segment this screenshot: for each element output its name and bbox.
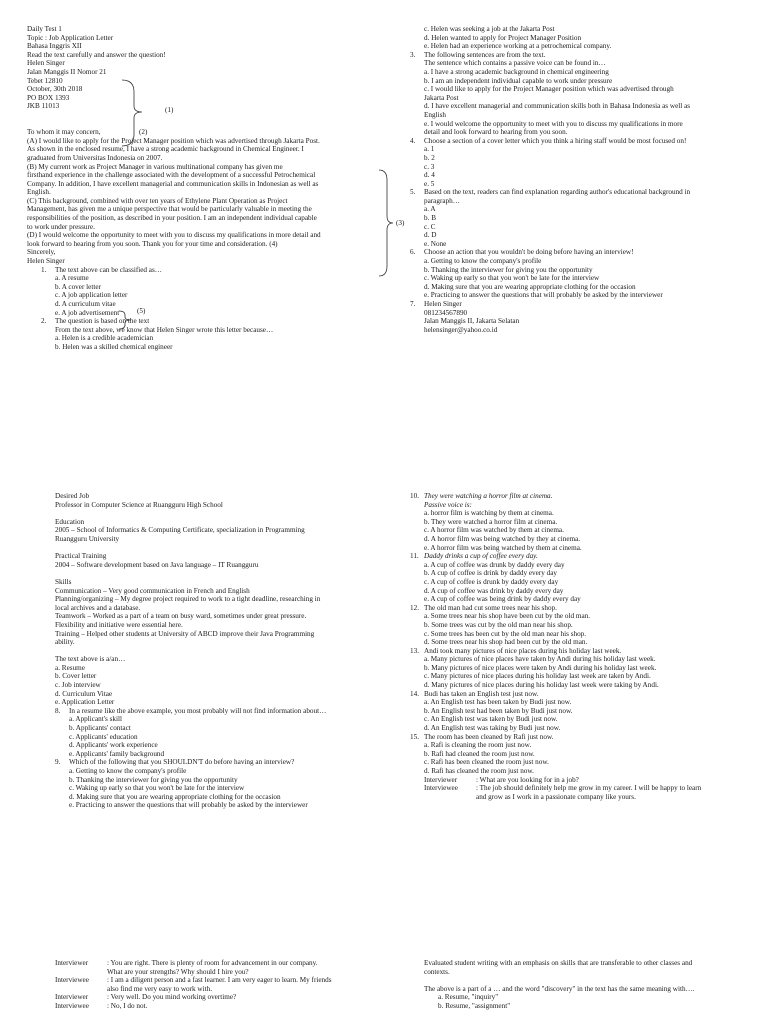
answer-option: c. A horror film was watched by them at cinema.: [424, 526, 564, 535]
question-text: The old man had cut some trees near his shop.: [424, 603, 557, 612]
question-subtext: From the text above, we know that Helen Singer wrote this letter because…: [55, 325, 274, 334]
closing-line: Helen Singer: [27, 257, 65, 266]
answer-option: e. 5: [424, 179, 435, 188]
question-list: [27, 266, 377, 352]
answer-option: d. I have excellent managerial and communication skills both in Bahasa Indonesia as well as: [424, 102, 691, 111]
resume-line: [55, 569, 390, 578]
answer-option: a. Applicant's skill: [69, 715, 123, 724]
resume-line: local archives and a database.: [55, 603, 141, 612]
question-item: [410, 137, 745, 146]
test-header: [27, 25, 377, 59]
answer-option: b. Helen was a skilled chemical engineer: [55, 342, 173, 351]
options-continued: [410, 25, 745, 51]
dialogue-line: [55, 1002, 390, 1011]
answer-option: b. Many pictures of nice places were taken by Andi during his holiday last week.: [424, 663, 657, 672]
dialogue-line: [55, 993, 390, 1002]
closing-brace: [117, 309, 137, 331]
answer-option: b. Thanking the interviewer for giving you the opportunity: [424, 265, 593, 274]
resume-line: 2005 – School of Informatics & Computing Certificate, specialization in Programming: [55, 526, 305, 535]
question-number: 10.: [410, 492, 419, 500]
answer-option: b. Resume, "assignment": [438, 1001, 511, 1010]
answer-option: b. Rafi had cleaned the room just now.: [424, 749, 535, 758]
question-subtext: Jalan Manggis II, Jakarta Selatan: [424, 317, 520, 326]
text-line: [424, 976, 749, 985]
answer-option: d. Helen wanted to apply for Project Manager Position: [424, 33, 582, 42]
question-item: [410, 604, 750, 613]
resume-line: Training – Helped other students at University of ABCD improve their Java Programming: [55, 629, 315, 638]
answer-option: d. Rafi has cleaned the room just now.: [424, 767, 534, 775]
salutation-label: (2): [139, 128, 148, 137]
answer-option: a. Resume: [55, 663, 85, 672]
resume-line: Practical Training: [55, 552, 107, 561]
address-line: PO BOX 1393: [27, 93, 70, 102]
answer-option: a. I have a strong academic background in chemical engineering: [424, 67, 609, 76]
speaker-label: Interviewee: [55, 1001, 89, 1010]
quadrant-middle-left: [55, 492, 390, 810]
answer-option: c. Helen was seeking a job at the Jakarta Post: [424, 25, 555, 33]
question-text: Helen Singer: [424, 300, 462, 308]
closing-label: (5): [137, 307, 146, 315]
dialogue-line: [55, 968, 390, 977]
answer-option: detail and look forward to hearing from you soon.: [424, 128, 568, 137]
question-number: 7.: [410, 300, 416, 308]
question-number: 4.: [410, 136, 416, 145]
dialogue-line: [410, 793, 750, 802]
answer-option: a. A cup of coffee was drunk by daddy every day: [424, 560, 565, 569]
question-item: [410, 188, 745, 197]
question-item: [27, 266, 377, 275]
resume-line: ability.: [55, 638, 75, 647]
header-line: Topic : Job Application Letter: [27, 33, 114, 42]
answer-option: a. horror film is watching by them at cinema.: [424, 509, 554, 518]
question-list: [55, 707, 390, 810]
dialogue-line: [55, 959, 390, 968]
question-text: Based on the text, readers can find explanation regarding author's educational background in: [424, 188, 691, 197]
answer-option: d. An English test was taking by Budi just now.: [424, 724, 561, 733]
letter-line: English.: [27, 188, 51, 197]
question-text: The text above can be classified as…: [55, 265, 162, 274]
letter-closing: [27, 248, 377, 265]
answer-option: a. Many pictures of nice places have taken by Andi during his holiday last week.: [424, 655, 656, 664]
letter-line: graduated from Universitas Indonesia on 2007.: [27, 153, 163, 162]
question-item: [410, 733, 750, 742]
question-number: 15.: [410, 732, 419, 741]
answer-option: a. 1: [424, 145, 435, 154]
answer-option: e. I would welcome the opportunity to meet with you to discuss my qualifications in more: [424, 119, 683, 128]
address-line: Jalan Manggis II Nomor 21: [27, 67, 107, 76]
dialogue-line: [410, 776, 750, 785]
answer-option: d. 4: [424, 171, 435, 180]
answer-option: c. Some trees has been cut by the old man near his shop.: [424, 629, 587, 638]
resume-line: 2004 – Software development based on Java language – IT Ruangguru: [55, 560, 259, 569]
question-subtext: 081234567890: [424, 308, 468, 317]
answer-option: e. Application Letter: [55, 698, 115, 707]
resume-line: The text above is a/an…: [55, 655, 126, 664]
quadrant-bottom-right: [424, 959, 749, 1011]
quadrant-middle-right: [410, 492, 750, 801]
answer-option: e. Practicing to answer the questions that will probably be asked by the interviewer: [69, 801, 308, 810]
quadrant-top-left: [27, 25, 377, 352]
answer-option: c. Rafi has been cleaned the room just now.: [424, 758, 549, 767]
resume-line: Ruangguru University: [55, 534, 120, 543]
question-text: [424, 959, 749, 993]
answer-option: c. A job application letter: [55, 291, 128, 300]
answer-option: a. Some trees near his shop have been cut by the old man.: [424, 612, 591, 621]
question-subtext: paragraph…: [424, 196, 460, 205]
address-brace: [120, 78, 150, 148]
question-item: [410, 492, 750, 501]
answer-option: a. Getting to know the company's profile: [424, 257, 542, 266]
interview-dialogue: [410, 776, 750, 802]
answer-option: b. An English test had been taken by Budi just now.: [424, 706, 573, 715]
question-item: [410, 51, 745, 60]
dialogue-text: : Very well. Do you mind working overtime?: [107, 993, 237, 1002]
question-options: [55, 664, 390, 707]
question-number: 13.: [410, 646, 419, 655]
quadrant-top-right: [410, 25, 745, 334]
text-line: The above is a part of a … and the word "discovery" in the text has the same meaning with….: [424, 984, 695, 993]
answer-option: d. A horror film was being watched by they at cinema.: [424, 534, 581, 543]
answer-option: b. Thanking the interviewer for giving you the opportunity: [69, 775, 238, 784]
question-text: In a resume like the above example, you most probably will not find information about…: [69, 706, 327, 715]
answer-option: a. Getting to know the company's profile: [69, 767, 187, 775]
question-list: [410, 51, 745, 335]
answer-option: b. Applicants' contact: [69, 724, 131, 733]
salutation: To whom it may concern, (2): [27, 128, 148, 137]
question-item: [55, 758, 390, 767]
body-label: (3): [396, 219, 405, 227]
question-number: 11.: [410, 552, 419, 561]
answer-option: d. Making sure that you are wearing appropriate clothing for the occasion: [424, 282, 636, 291]
question-options: [424, 993, 749, 1010]
speaker-label: Interviewer: [55, 959, 89, 967]
question-number: 12.: [410, 603, 419, 612]
letter-body: [27, 137, 377, 249]
answer-option: b. I am an independent individual capable to work under pressure: [424, 76, 613, 85]
answer-option: e. Practicing to answer the questions that will probably be asked by the interviewer: [424, 291, 663, 300]
letter-line: (C) This background, combined with over ten years of Ethylene Plant Operation as Project: [27, 196, 288, 205]
interview-dialogue: [55, 959, 390, 1011]
question-item: [55, 707, 390, 716]
answer-option: c. I would like to apply for the Project Manager position which was advertised through: [424, 85, 674, 94]
dialogue-line: [410, 784, 750, 793]
resume-line: Communication – Very good communication in French and English: [55, 586, 250, 595]
answer-option: b. Some trees was cut by the old man near his shop.: [424, 620, 573, 629]
letter-line: firsthand experience in the challenge associated with the development of a successful Petrochemical: [27, 171, 316, 180]
letter-line: responsibilities of the position, as described in your position. I am an independent individual capable: [27, 214, 317, 223]
dialogue-line: [55, 976, 390, 985]
question-number: 6.: [410, 248, 416, 257]
address-line: October, 30th 2018: [27, 85, 83, 94]
header-line: Daily Test 1: [27, 25, 62, 33]
address-line: JKB 11013: [27, 102, 60, 111]
question-number: 5.: [410, 188, 416, 197]
question-text: Andi took many pictures of nice places during his holiday last week.: [424, 646, 622, 655]
resume-line: [55, 647, 390, 656]
answer-option: c. Many pictures of nice places during his holiday last week are taken by Andi.: [424, 672, 651, 681]
dialogue-text: and grow as I work in a passionate company like yours.: [476, 792, 636, 801]
answer-option: e. Helen had an experience working at a petrochemical company.: [424, 42, 612, 51]
answer-option: a. Rafi is cleaning the room just now.: [424, 741, 532, 750]
answer-option: d. Many pictures of nice places during his holiday last week were taking by Andi.: [424, 681, 659, 690]
question-item: [410, 300, 745, 309]
letter-line: look forward to hearing from you soon. Thank you for your time and consideration. (4): [27, 239, 278, 248]
answer-option: e. A job advertisement: [55, 308, 120, 317]
question-number: 1.: [41, 265, 47, 274]
question-text: They were watching a horror film at cinema.: [424, 492, 553, 500]
text-line: contexts.: [424, 967, 450, 976]
answer-option: d. A curriculum vitae: [55, 300, 116, 308]
answer-option: e. None: [424, 239, 447, 248]
answer-option: a. Resume, "inquiry": [438, 993, 499, 1002]
question-number: 3.: [410, 50, 416, 59]
text-line: Evaluated student writing with an emphasis on skills that are transferable to other classes and: [424, 959, 693, 967]
answer-option: a. Helen is a credible academician: [55, 334, 154, 343]
dialogue-line: [55, 985, 390, 994]
answer-option: a. An English test has been taken by Budi just now.: [424, 698, 572, 707]
quadrant-bottom-left: [55, 959, 390, 1011]
question-text: The question is based on the text: [55, 317, 150, 326]
question-subtext: The sentence which contains a passive voice can be found in…: [424, 59, 606, 68]
answer-option: d. Applicants' work experience: [69, 741, 158, 750]
question-item: [410, 552, 750, 561]
letter-line: (B) My current work as Project Manager in various multinational company has given me: [27, 162, 283, 171]
answer-option: c. A cup of coffee is drunk by daddy every day: [424, 577, 559, 586]
letter-line: (A) I would like to apply for the Project Manager position which was advertised through Jakarta Post.: [27, 136, 320, 145]
letter-line: (D) I would welcome the opportunity to meet with you to discuss my qualifications in more detail and: [27, 231, 321, 240]
answer-option: d. Making sure that you are wearing appropriate clothing for the occasion: [69, 792, 281, 801]
closing-line: Sincerely,: [27, 248, 56, 257]
answer-option: d. Curriculum Vitae: [55, 689, 113, 698]
address-line: Tebet 12810: [27, 76, 63, 85]
answer-option: c. Waking up early so that you won't be late for the interview: [69, 784, 245, 793]
speaker-label: Interviewee: [55, 976, 89, 985]
resume-line: Professor in Computer Science at Ruangguru High School: [55, 500, 223, 509]
answer-option: b. A cup of coffee is drink by daddy every day: [424, 569, 557, 578]
letter-line: Management, has given me a unique perspective that would be particularly valuable in meeting the: [27, 205, 312, 214]
letter-line: As shown in the enclosed resume, I have a strong academic background in Chemical Engineer. I: [27, 145, 304, 154]
answer-option: d. D: [424, 231, 437, 240]
speaker-label: Interviewer: [424, 775, 458, 784]
question-text: Which of the following that you SHOULDN'T do before having an interview?: [69, 758, 295, 767]
resume-line: Skills: [55, 577, 72, 586]
letter-line: to work under pressure.: [27, 222, 95, 231]
resume-line: Teamwork – Worked as a part of a team on busy ward, sometimes under great pressure.: [55, 612, 307, 621]
question-number: 2.: [41, 317, 47, 326]
resume-line: [55, 509, 390, 518]
answer-option: c. Applicants' education: [69, 732, 138, 741]
resume-text: [55, 492, 390, 664]
resume-line: Flexibility and initiative were essential here.: [55, 620, 183, 629]
resume-line: [55, 544, 390, 553]
body-brace: [377, 168, 397, 278]
answer-option: b. B: [424, 214, 436, 223]
answer-option: a. A resume: [55, 274, 89, 283]
answer-option: c. Job interview: [55, 681, 101, 690]
question-number: 8.: [55, 706, 61, 715]
answer-option: c. An English test was taken by Budi just now.: [424, 715, 558, 724]
dialogue-text: : You are right. There is plenty of room for advancement in our company.: [107, 959, 318, 967]
resume-line: Planning/organizing – My degree project required to work to a tight deadline, researching in: [55, 595, 321, 604]
letter-line: Company. In addition, I have excellent managerial and communication skills in Indonesian as well as: [27, 179, 319, 188]
answer-option: b. They were watched a horror film at cinema.: [424, 517, 558, 526]
question-text: Choose a section of a cover letter which you think a hiring staff would be most focused on!: [424, 136, 687, 145]
question-text: The following sentences are from the text.: [424, 50, 546, 59]
header-line: Read the text carefully and answer the question!: [27, 50, 166, 59]
address-label: (1): [165, 106, 174, 114]
answer-option: b. 2: [424, 153, 435, 162]
dialogue-text: : The job should definitely help me grow in my career. I will be happy to learn: [476, 784, 702, 793]
question-item: [27, 317, 377, 326]
question-number: 14.: [410, 689, 419, 698]
address-line: Helen Singer: [27, 59, 65, 68]
answer-option: e. Applicants' family background: [69, 749, 165, 758]
dialogue-text: : I am a diligent person and a fast learner. I am very eager to learn. My friends: [107, 976, 332, 985]
resume-line: Desired Job: [55, 492, 90, 500]
answer-option: a. A: [424, 205, 436, 214]
header-line: Bahasa Inggris XII: [27, 42, 82, 51]
question-subtext: helensinger@yahoo.co.id: [424, 325, 498, 334]
resume-line: Education: [55, 517, 85, 526]
question-number: 9.: [55, 758, 61, 767]
question-text: The room has been cleaned by Rafi just now.: [424, 732, 554, 741]
dialogue-text: What are your strengths? Why should I hire you?: [107, 967, 249, 976]
answer-option: Jakarta Post: [424, 93, 459, 102]
answer-option: d. Some trees near his shop had been cut by the old man.: [424, 638, 588, 647]
dialogue-text: : What are you looking for in a job?: [476, 775, 579, 784]
sender-address: [27, 59, 377, 111]
answer-option: d. A cup of coffee was drink by daddy every day: [424, 586, 564, 595]
dialogue-text: also find me very easy to work with.: [107, 984, 212, 993]
answer-option: c. Waking up early so that you won't be late for the interview: [424, 274, 600, 283]
answer-option: e. A cup of coffee was being drink by daddy every day: [424, 595, 581, 604]
speaker-label: Interviewee: [424, 784, 458, 793]
answer-option: c. C: [424, 222, 436, 231]
speaker-label: Interviewer: [55, 993, 89, 1002]
question-list: [410, 492, 750, 776]
answer-option: e. A horror film was being watched by them at cinema.: [424, 543, 582, 552]
question-item: [410, 248, 745, 257]
question-subtext: Passive voice is:: [424, 500, 472, 509]
answer-option: b. A cover letter: [55, 282, 101, 291]
answer-option: b. Cover letter: [55, 672, 97, 681]
dialogue-text: : No, I do not.: [107, 1001, 148, 1010]
question-text: Daddy drinks a cup of coffee every day.: [424, 552, 538, 561]
question-text: Budi has taken an English test just now.: [424, 689, 539, 698]
answer-option: English: [424, 110, 446, 119]
question-item: [410, 647, 750, 656]
question-text: Choose an action that you wouldn't be doing before having an interview!: [424, 248, 634, 257]
question-item: [410, 690, 750, 699]
answer-option: c. 3: [424, 162, 435, 171]
